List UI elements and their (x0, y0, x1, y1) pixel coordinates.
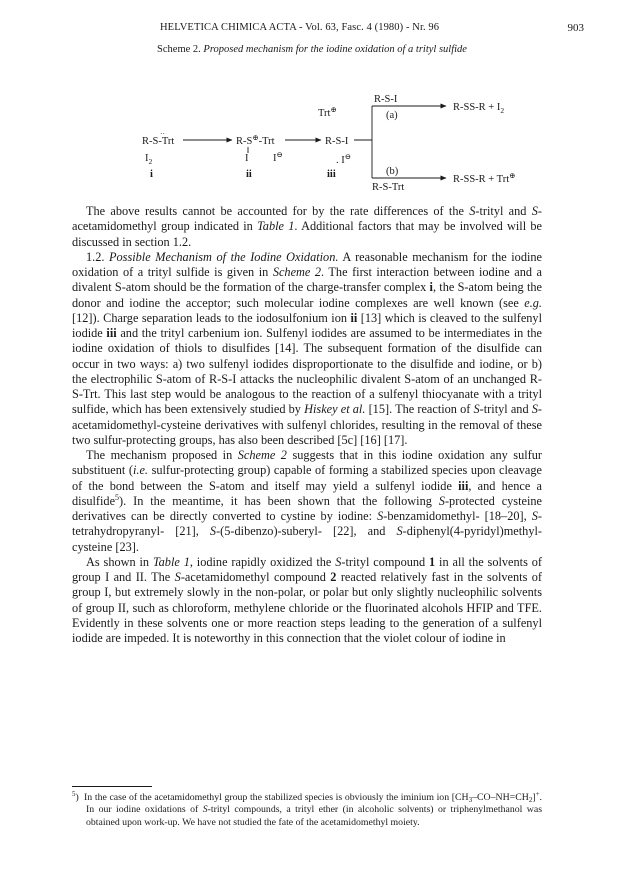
species-i-sulfur-dots: ·· (160, 129, 165, 138)
label-iii: iii (327, 169, 336, 180)
plus-charge-icon: ⊕ (330, 105, 337, 114)
species-ii (236, 133, 275, 147)
paragraph: As shown in Table 1, iodine rapidly oxidized the S-trityl compound 1 in all the solvents of group I and II. The S-acetamidomethyl compound 2 reacted relatively fast in the solvents of group I, but extremely slowly in the non-polar, or polar but only slightly nucleophilic solvents of group II, such as chloroform, methylene chloride or the fluorinated alcohols HFIP and TFE. Evidently in these solvents one or more reaction steps leading to the generation of a sulfenyl iodide are impeded. It is noteworthy in this connection that the violet colour of iodine in (72, 554, 542, 645)
scheme-caption (0, 44, 624, 55)
iodide-anion-ii (273, 150, 283, 164)
path-b-label: (b) (386, 166, 399, 177)
footnote: $^5$) In the case of the acetamidomethyl group the stabilized species is obviously the iminium ion $[CH_3-CO-NH=CH_2]^+$. In our iodine oxidations of S-trityl compounds, a trityl ether (in alcoholic solvents) or triphenylmethanol was obtained upon work-up. We have not studied the fate of the acetamidomethyl moiety. (72, 790, 543, 828)
species-i-i2 (145, 153, 153, 166)
iodide-iii-text: . I (336, 155, 345, 166)
product-b (453, 171, 515, 185)
trt-cation-text: Trt (318, 108, 331, 119)
rstrt-bottom: R-S-Trt (372, 182, 405, 190)
species-i-i2-text: I (145, 153, 149, 164)
minus-charge-icon-2: ⊖ (344, 152, 352, 161)
species-ii-iodine: I (245, 153, 249, 164)
trt-cation-top (318, 105, 337, 119)
product-a-subscript: 2 (500, 106, 505, 115)
label-ii: ii (246, 169, 252, 180)
rsi-top: R-S-I (374, 94, 398, 105)
iodide-ii-text: I (273, 153, 277, 164)
product-a (453, 102, 504, 115)
iodide-anion-iii (336, 152, 351, 166)
main-text (72, 204, 542, 646)
product-a-text: R-SS-R + I (453, 102, 501, 113)
product-b-text: R-SS-R + Trt (453, 174, 510, 185)
paragraph: The mechanism proposed in Scheme 2 suggests that in this iodine oxidation any sulfur substituent (i.e. sulfur-protecting group) capable of forming a stabilized species upon cleavage of the bond between the S-atom and itself may yield a sulfenyl iodide iii, and hence a disulfide$^5$). In the meantime, it has been shown that the following S-protected cysteine derivatives can be directly converted to cystine by iodine: S-benzamidomethyl- [18–20], S-tetrahydropyranyl- [21], S-(5-dibenzo)-suberyl- [22], and S-diphenyl(4-pyridyl)methyl-cysteine [23]. (72, 448, 543, 554)
path-a-label: (a) (386, 110, 398, 121)
footnote-rule (72, 786, 152, 787)
label-i: i (150, 169, 153, 180)
paragraph: The above results cannot be accounted for by the rate differences of the S-trityl and S-acetamidomethyl group indicated in Table 1. Additional factors that may be involved will be discussed in section 1.2. (72, 204, 543, 249)
species-ii-trt: -Trt (258, 136, 275, 147)
sulfonium-charge-icon: ⊕ (252, 133, 259, 142)
mechanism-scheme (0, 60, 624, 190)
page-number: 903 (567, 22, 584, 34)
species-i-start: R-S-Trt (142, 136, 175, 147)
scheme-title: Proposed mechanism for the iodine oxidation of a trityl sulfide (203, 44, 467, 55)
minus-charge-icon: ⊖ (276, 150, 283, 159)
species-ii-main: R-S (236, 136, 253, 147)
plus-charge-icon-2: ⊕ (509, 171, 516, 180)
running-head: HELVETICA CHIMICA ACTA - Vol. 63, Fasc. 4 (1980) - Nr. 96 (160, 22, 440, 33)
scheme-label: Scheme 2. (157, 44, 201, 55)
species-i-i2-subscript: 2 (148, 157, 153, 166)
species-iii: R-S-I (325, 136, 349, 147)
paragraph: 1.2. Possible Mechanism of the Iodine Oxidation. A reasonable mechanism for the iodine oxidation of a trityl sulfide is given in Scheme 2. The first interaction between iodine and a divalent S-atom should be the formation of the charge-transfer complex i, the S-atom being the donor and iodine the acceptor; such molecular iodine complexes are well known (see e.g. [12]). Charge separation leads to the iodosulfonium ion ii [13] which is cleaved to the sulfenyl iodide iii and the trityl carbenium ion. Sulfenyl iodides are assumed to be intermediates in the iodine oxidation of thiols to disulfides [14]. The subsequent formation of the disulfide can occur in two ways: a) two sulfenyl iodides disproportionate to the disulfide and iodine, or b) the electrophilic S-atom of R-S-I attacks the nucleophilic divalent S-atom of an unchanged R-S-Trt. This last step would be analogous to the reaction of a sulfenyl thiocyanate with a trityl sulfide, which has been extensively studied by Hiskey et al. [15]. The reaction of S-trityl and S-acetamidomethyl-cysteine derivatives with sulfenyl chlorides, resulting in the removal of these two sulfur-protecting groups, has also been described [5c] [16] [17]. (72, 249, 543, 447)
